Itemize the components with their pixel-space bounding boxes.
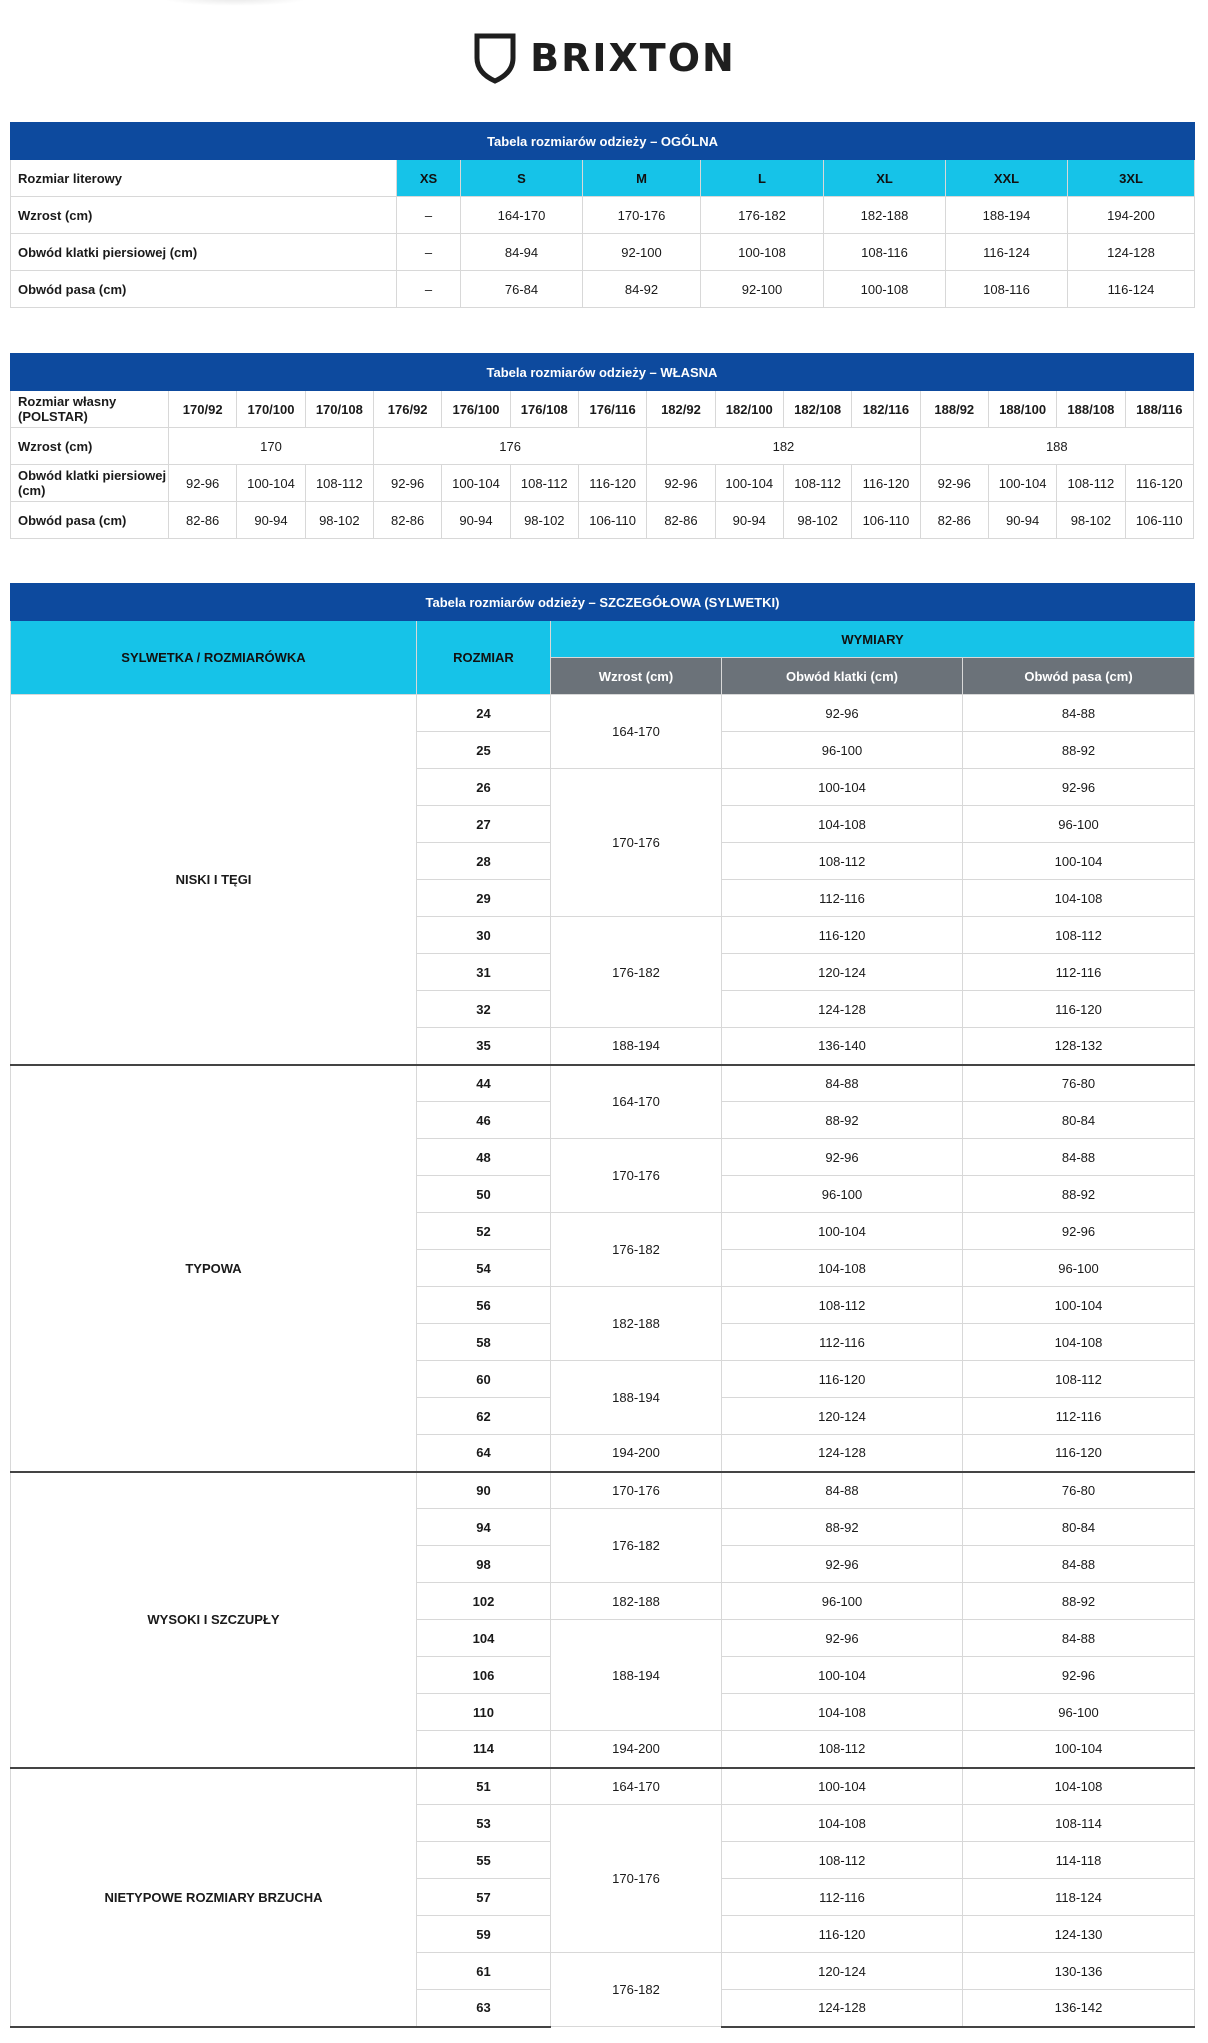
table-title-row [11,584,1195,621]
chest-cell: 88-92 [722,1509,963,1546]
table-header-row [11,391,1194,428]
waist-cell: 104-108 [963,880,1195,917]
table-cell: 182 [647,428,920,465]
size-cell: 59 [417,1916,551,1953]
waist-cell: 88-92 [963,732,1195,769]
size-header-cell: XS [397,160,461,197]
table-header-row [11,160,1195,197]
waist-cell: 88-92 [963,1176,1195,1213]
table-cell: 76-84 [461,271,583,308]
table-cell: – [397,234,461,271]
chest-cell: 120-124 [722,1953,963,1990]
size-header-cell: 188/92 [920,391,988,428]
silhouette-cell: WYSOKI I SZCZUPŁY [11,1472,417,1768]
height-cell: 176-182 [551,1509,722,1583]
table-cell: 92-96 [169,465,237,502]
table-cell: 98-102 [1057,502,1125,539]
chest-cell: 100-104 [722,769,963,806]
size-cell: 57 [417,1879,551,1916]
height-cell: 170-176 [551,769,722,917]
waist-cell: 130-136 [963,1953,1195,1990]
height-cell: 170-176 [551,1472,722,1509]
table-cell: 98-102 [783,502,851,539]
chest-cell: 124-128 [722,1435,963,1472]
size-header-cell: 176/92 [373,391,441,428]
table-cell: 106-110 [852,502,920,539]
waist-cell: 104-108 [963,1324,1195,1361]
height-cell: 188-194 [551,1620,722,1731]
size-cell: 28 [417,843,551,880]
table-row [11,271,1195,308]
chest-cell: 104-108 [722,1694,963,1731]
size-header-cell: 176/100 [442,391,510,428]
table-cell: 90-94 [237,502,305,539]
table-cell: 108-112 [305,465,373,502]
table-cell: 108-112 [783,465,851,502]
waist-cell: 92-96 [963,1657,1195,1694]
column-header: Obwód klatki (cm) [722,658,963,695]
row-label: Wzrost (cm) [11,197,397,234]
size-cell: 46 [417,1102,551,1139]
size-header-cell: 188/116 [1125,391,1193,428]
column-header: WYMIARY [551,621,1195,658]
size-cell: 32 [417,991,551,1028]
waist-cell: 76-80 [963,1065,1195,1102]
waist-cell: 108-112 [963,917,1195,954]
table-cell: 164-170 [461,197,583,234]
waist-cell: 112-116 [963,954,1195,991]
table-cell: 176-182 [701,197,824,234]
size-cell: 53 [417,1805,551,1842]
height-cell: 170-176 [551,1139,722,1213]
row-label: Obwód pasa (cm) [11,502,169,539]
table-row [11,428,1194,465]
size-header-cell: 170/100 [237,391,305,428]
size-cell: 110 [417,1694,551,1731]
size-header-cell: S [461,160,583,197]
waist-cell: 84-88 [963,695,1195,732]
chest-cell: 84-88 [722,1065,963,1102]
table-cell: 100-104 [715,465,783,502]
table-row [11,234,1195,271]
column-header: ROZMIAR [417,621,551,695]
table-cell: 108-112 [1057,465,1125,502]
waist-cell: 108-112 [963,1361,1195,1398]
waist-cell: 92-96 [963,769,1195,806]
row-label: Obwód klatki piersiowej (cm) [11,465,169,502]
table-cell: 170-176 [583,197,701,234]
table-title-row [11,354,1194,391]
size-cell: 114 [417,1731,551,1768]
table-cell: 106-110 [578,502,646,539]
chest-cell: 112-116 [722,1324,963,1361]
waist-cell: 100-104 [963,843,1195,880]
table-cell: 82-86 [920,502,988,539]
silhouette-cell: NISKI I TĘGI [11,695,417,1065]
waist-cell: 80-84 [963,1102,1195,1139]
table-title: Tabela rozmiarów odzieży – OGÓLNA [11,123,1195,160]
table-cell: 82-86 [169,502,237,539]
chest-cell: 124-128 [722,991,963,1028]
chest-cell: 116-120 [722,917,963,954]
column-header: Obwód pasa (cm) [963,658,1195,695]
table-cell: 92-100 [701,271,824,308]
table-row [11,1472,1195,1509]
waist-cell: 116-120 [963,1435,1195,1472]
table-title: Tabela rozmiarów odzieży – SZCZEGÓŁOWA (SYLWETKI) [11,584,1195,621]
waist-cell: 104-108 [963,1768,1195,1805]
height-cell: 188-194 [551,1028,722,1065]
table-row [11,197,1195,234]
row-label: Rozmiar literowy [11,160,397,197]
table-cell: 100-104 [988,465,1056,502]
waist-cell: 118-124 [963,1879,1195,1916]
table-cell: 90-94 [715,502,783,539]
chest-cell: 104-108 [722,806,963,843]
table-cell: 82-86 [373,502,441,539]
size-header-cell: 188/108 [1057,391,1125,428]
size-cell: 30 [417,917,551,954]
size-cell: 50 [417,1176,551,1213]
height-cell: 176-182 [551,1213,722,1287]
chest-cell: 136-140 [722,1028,963,1065]
size-cell: 24 [417,695,551,732]
size-header-cell: 170/108 [305,391,373,428]
waist-cell: 96-100 [963,1694,1195,1731]
table-cell: 108-116 [946,271,1068,308]
table-cell: 92-96 [647,465,715,502]
size-cell: 104 [417,1620,551,1657]
waist-cell: 84-88 [963,1139,1195,1176]
size-header-cell: 176/108 [510,391,578,428]
waist-cell: 108-114 [963,1805,1195,1842]
table-row [11,465,1194,502]
size-cell: 62 [417,1398,551,1435]
chest-cell: 116-120 [722,1361,963,1398]
chest-cell: 100-104 [722,1657,963,1694]
table-cell: 116-120 [578,465,646,502]
table-cell: 98-102 [305,502,373,539]
waist-cell: 100-104 [963,1731,1195,1768]
size-cell: 98 [417,1546,551,1583]
height-cell: 170-176 [551,1805,722,1953]
size-header-cell: 182/92 [647,391,715,428]
table-cell: 100-104 [237,465,305,502]
row-label: Rozmiar własny (POLSTAR) [11,391,169,428]
size-cell: 48 [417,1139,551,1176]
size-header-cell: 188/100 [988,391,1056,428]
size-header-cell: 176/116 [578,391,646,428]
chest-cell: 100-104 [722,1768,963,1805]
size-header-cell: 182/116 [852,391,920,428]
chest-cell: 112-116 [722,1879,963,1916]
size-cell: 58 [417,1324,551,1361]
waist-cell: 96-100 [963,1250,1195,1287]
size-cell: 55 [417,1842,551,1879]
table-header-row [11,621,1195,658]
silhouette-cell: TYPOWA [11,1065,417,1472]
table-cell: 100-108 [701,234,824,271]
table-row [11,502,1194,539]
chest-cell: 108-112 [722,1731,963,1768]
waist-cell: 84-88 [963,1620,1195,1657]
size-cell: 31 [417,954,551,991]
waist-cell: 92-96 [963,1213,1195,1250]
table-cell: 106-110 [1125,502,1193,539]
height-cell: 182-188 [551,1287,722,1361]
chest-cell: 120-124 [722,1398,963,1435]
chest-cell: 104-108 [722,1805,963,1842]
chest-cell: 108-112 [722,1287,963,1324]
size-cell: 25 [417,732,551,769]
table-cell: 84-92 [583,271,701,308]
table-cell: 116-124 [1068,271,1195,308]
table-cell: 116-124 [946,234,1068,271]
chest-cell: 124-128 [722,1990,963,2027]
waist-cell: 114-118 [963,1842,1195,1879]
size-header-cell: 3XL [1068,160,1195,197]
row-label: Wzrost (cm) [11,428,169,465]
table-cell: 98-102 [510,502,578,539]
general-size-table [10,122,1195,308]
height-cell: 194-200 [551,1731,722,1768]
size-cell: 61 [417,1953,551,1990]
height-cell: 164-170 [551,1768,722,1805]
waist-cell: 96-100 [963,806,1195,843]
table-cell: 92-96 [920,465,988,502]
waist-cell: 76-80 [963,1472,1195,1509]
size-cell: 60 [417,1361,551,1398]
chest-cell: 96-100 [722,1176,963,1213]
table-cell: 182-188 [824,197,946,234]
size-header-cell: XXL [946,160,1068,197]
chest-cell: 92-96 [722,1620,963,1657]
waist-cell: 116-120 [963,991,1195,1028]
table-cell: 82-86 [647,502,715,539]
size-cell: 27 [417,806,551,843]
waist-cell: 136-142 [963,1990,1195,2027]
size-cell: 94 [417,1509,551,1546]
size-cell: 64 [417,1435,551,1472]
size-cell: 63 [417,1990,551,2027]
waist-cell: 88-92 [963,1583,1195,1620]
waist-cell: 84-88 [963,1546,1195,1583]
chest-cell: 96-100 [722,1583,963,1620]
size-cell: 54 [417,1250,551,1287]
table-cell: 108-116 [824,234,946,271]
own-size-table [10,353,1194,539]
height-cell: 194-200 [551,1435,722,1472]
size-header-cell: L [701,160,824,197]
table-cell: 116-120 [1125,465,1193,502]
size-cell: 44 [417,1065,551,1102]
size-cell: 106 [417,1657,551,1694]
size-header-cell: 170/92 [169,391,237,428]
chest-cell: 116-120 [722,1916,963,1953]
table-cell: 92-96 [373,465,441,502]
size-header-cell: XL [824,160,946,197]
silhouette-cell: NIETYPOWE ROZMIARY BRZUCHA [11,1768,417,2027]
size-cell: 35 [417,1028,551,1065]
size-cell: 102 [417,1583,551,1620]
table-title-row [11,123,1195,160]
decorative-shadow [160,0,310,6]
table-cell: 194-200 [1068,197,1195,234]
height-cell: 176-182 [551,1953,722,2027]
size-cell: 29 [417,880,551,917]
table-row [11,695,1195,732]
table-cell: 92-100 [583,234,701,271]
chest-cell: 92-96 [722,695,963,732]
table-cell: 100-108 [824,271,946,308]
size-cell: 52 [417,1213,551,1250]
detailed-size-table [10,583,1195,2028]
column-header: SYLWETKA / ROZMIARÓWKA [11,621,417,695]
size-cell: 56 [417,1287,551,1324]
chest-cell: 108-112 [722,1842,963,1879]
table-title: Tabela rozmiarów odzieży – WŁASNA [11,354,1194,391]
chest-cell: 96-100 [722,732,963,769]
size-header-cell: 182/108 [783,391,851,428]
height-cell: 182-188 [551,1583,722,1620]
table-row [11,1768,1195,1805]
table-cell: 100-104 [442,465,510,502]
size-cell: 51 [417,1768,551,1805]
waist-cell: 128-132 [963,1028,1195,1065]
waist-cell: 112-116 [963,1398,1195,1435]
table-cell: 124-128 [1068,234,1195,271]
size-cell: 90 [417,1472,551,1509]
chest-cell: 84-88 [722,1472,963,1509]
shield-icon [472,32,518,84]
height-cell: 164-170 [551,695,722,769]
waist-cell: 124-130 [963,1916,1195,1953]
waist-cell: 100-104 [963,1287,1195,1324]
table-cell: 90-94 [442,502,510,539]
chest-cell: 112-116 [722,880,963,917]
column-header: Wzrost (cm) [551,658,722,695]
height-cell: 188-194 [551,1361,722,1435]
brand-name: BRIXTON [530,36,736,80]
chest-cell: 120-124 [722,954,963,991]
chest-cell: 100-104 [722,1213,963,1250]
table-cell: 84-94 [461,234,583,271]
chest-cell: 92-96 [722,1139,963,1176]
height-cell: 164-170 [551,1065,722,1139]
chest-cell: 108-112 [722,843,963,880]
size-header-cell: 182/100 [715,391,783,428]
row-label: Obwód klatki piersiowej (cm) [11,234,397,271]
table-cell: 108-112 [510,465,578,502]
table-cell: 170 [169,428,374,465]
table-cell: 188 [920,428,1193,465]
chest-cell: 92-96 [722,1546,963,1583]
chest-cell: 104-108 [722,1250,963,1287]
height-cell: 176-182 [551,917,722,1028]
table-cell: – [397,197,461,234]
table-cell: – [397,271,461,308]
size-header-cell: M [583,160,701,197]
table-cell: 188-194 [946,197,1068,234]
size-cell: 26 [417,769,551,806]
table-row [11,1065,1195,1102]
table-cell: 176 [373,428,646,465]
brand-logo [0,32,1208,84]
table-cell: 90-94 [988,502,1056,539]
waist-cell: 80-84 [963,1509,1195,1546]
row-label: Obwód pasa (cm) [11,271,397,308]
table-cell: 116-120 [852,465,920,502]
chest-cell: 88-92 [722,1102,963,1139]
